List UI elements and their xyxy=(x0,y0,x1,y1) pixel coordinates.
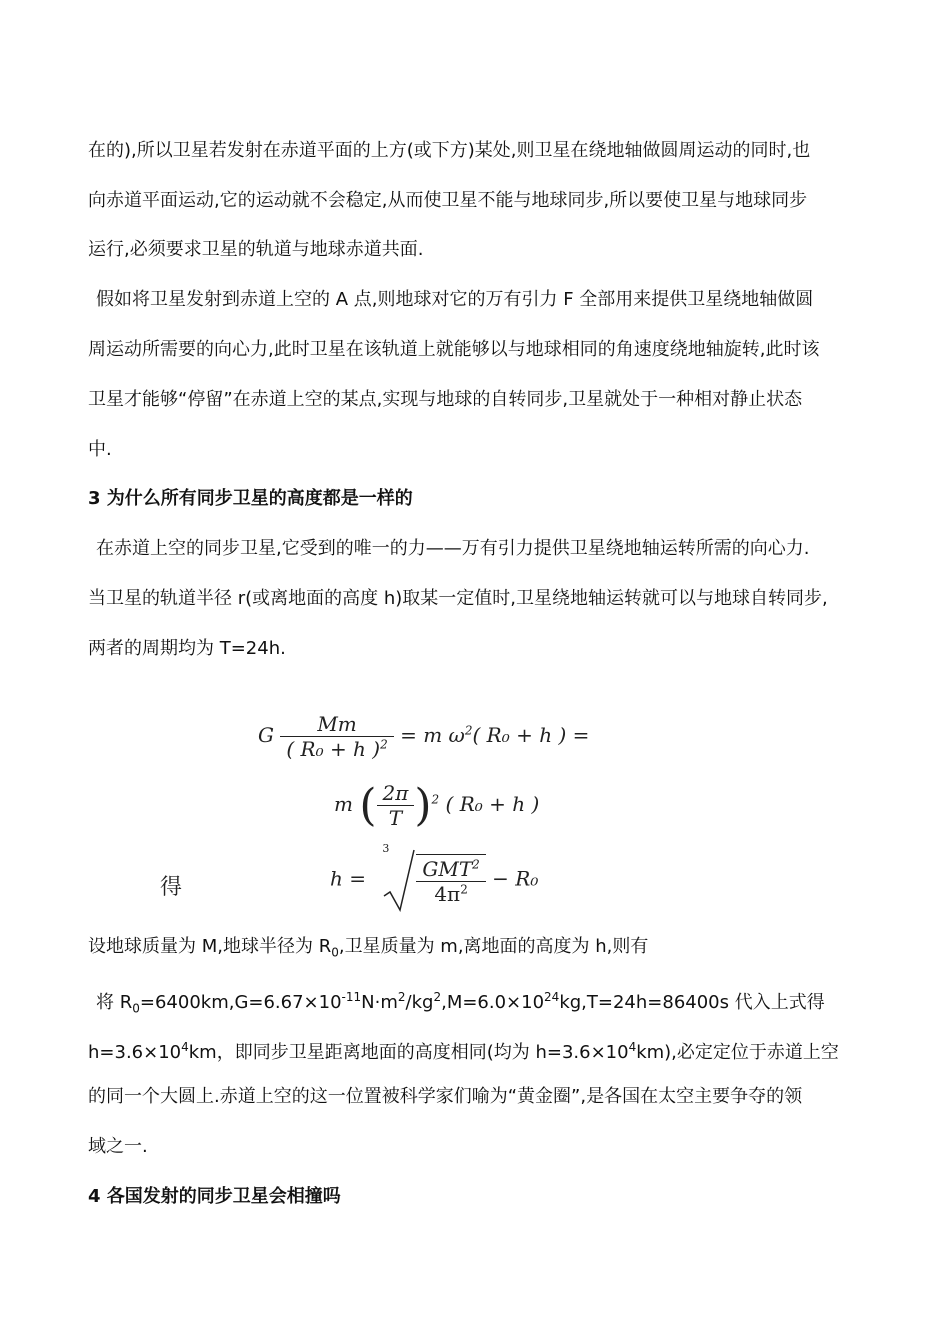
text-line: 在赤道上空的同步卫星,它受到的唯一的力——万有引力提供卫星绕地轴运转所需的向心力. xyxy=(96,538,810,559)
formula-denominator xyxy=(280,737,393,761)
formula-fraction-2 xyxy=(377,781,415,830)
superscript: 4 xyxy=(628,1040,637,1054)
text-line: 假如将卫星发射到赤道上空的 A 点,则地球对它的万有引力 F 全部用来提供卫星绕地轴做圆 xyxy=(96,289,814,310)
text-segment: km，即同步卫星距离地面的高度相同(均为 h=3.6×10 xyxy=(188,1042,629,1063)
formula-equals: = xyxy=(400,723,417,747)
text-line: 的同一个大圆上.赤道上空的这一位置被科学家们喻为“黄金圈”,是各国在太空主要争夺的领 xyxy=(88,1086,803,1107)
text-line: 中. xyxy=(88,439,112,460)
text-line: 向赤道平面运动,它的运动就不会稳定,从而使卫星不能与地球同步,所以要使卫星与地球同步 xyxy=(88,190,808,211)
text-segment: ,M=6.0×10 xyxy=(441,992,545,1013)
formula-left-bracket: ( xyxy=(359,780,377,831)
text-segment: ,卫星质量为 m,离地面的高度为 h,则有 xyxy=(338,936,649,957)
superscript: 24 xyxy=(544,990,560,1004)
text-line: 当卫星的轨道半径 r(或离地面的高度 h)取某一定值时,卫星绕地轴运转就可以与地球自转同步, xyxy=(88,588,828,609)
formula-exponent: 2 xyxy=(472,857,480,872)
text-line xyxy=(88,934,648,966)
formula-rhs: m ω xyxy=(423,723,465,747)
text-segment: /kg xyxy=(405,992,434,1013)
text-segment: 设地球质量为 M,地球半径为 R xyxy=(88,936,332,957)
formula-de: 得 xyxy=(160,875,183,900)
text-segment: h=3.6×10 xyxy=(88,1042,182,1063)
formula-den-text: ( R₀ + h ) xyxy=(286,737,381,761)
text-segment: =6400km,G=6.67×10 xyxy=(139,992,342,1013)
formula-tail: ( R₀ + h ) xyxy=(445,792,540,816)
section-heading-3: 3 为什么所有同步卫星的高度都是一样的 xyxy=(88,488,413,509)
radical-sign-icon xyxy=(382,848,416,912)
text-line: 在的),所以卫星若发射在赤道平面的上方(或下方)某处,则卫星在绕地轴做圆周运动的同时,也 xyxy=(88,140,811,161)
subscript: 0 xyxy=(331,945,339,960)
formula-line-1 xyxy=(258,712,589,761)
formula-fraction-1 xyxy=(280,712,393,761)
text-line xyxy=(96,984,825,1022)
text-segment: km),必定定位于赤道上空 xyxy=(636,1042,839,1063)
text-line: 卫星才能够“停留”在赤道上空的某点,实现与地球的自转同步,卫星就处于一种相对静止状态 xyxy=(88,389,803,410)
formula-right-bracket: ) xyxy=(414,780,432,831)
formula-exponent: 2 xyxy=(460,882,468,897)
formula-exponent: 2 xyxy=(380,737,388,752)
superscript: -11 xyxy=(341,990,362,1004)
formula-den-text: 4π xyxy=(434,882,461,906)
formula-h: h = xyxy=(330,866,366,891)
superscript: 2 xyxy=(397,990,406,1004)
text-line: 周运动所需要的向心力,此时卫星在该轨道上就能够以与地球相同的角速度绕地轴旋转,此时该 xyxy=(88,339,820,360)
formula-line-3 xyxy=(330,842,539,912)
formula-exponent: 2 xyxy=(464,723,473,738)
superscript: 2 xyxy=(433,990,442,1004)
text-segment: 将 R xyxy=(96,992,133,1013)
formula-exponent: 2 xyxy=(431,792,440,807)
subscript: 0 xyxy=(132,1001,140,1016)
formula-line-2 xyxy=(334,780,539,831)
formula-denominator xyxy=(416,882,485,906)
superscript: 4 xyxy=(181,1040,189,1054)
text-line: 域之一. xyxy=(88,1136,148,1157)
text-segment: N·m xyxy=(361,992,398,1013)
formula-numerator: 2π xyxy=(377,781,415,806)
formula-denominator: T xyxy=(388,806,403,830)
text-line xyxy=(88,1034,839,1066)
formula-minus-r0: − R₀ xyxy=(492,866,539,891)
formula-root-index: 3 xyxy=(382,842,390,855)
text-line: 运行,必须要求卫星的轨道与地球赤道共面. xyxy=(88,239,424,260)
formula-fraction-3 xyxy=(416,854,485,906)
formula-rhs-tail: ( R₀ + h ) = xyxy=(472,723,590,747)
section-heading-4: 4 各国发射的同步卫星会相撞吗 xyxy=(88,1186,341,1207)
text-segment: kg,T=24h=86400s 代入上式得 xyxy=(559,992,825,1013)
formula-g: G xyxy=(258,723,274,747)
text-line: 两者的周期均为 T=24h. xyxy=(88,638,286,659)
formula-numerator xyxy=(416,857,485,882)
formula-cube-root xyxy=(382,842,485,912)
formula-num-text: GMT xyxy=(422,857,473,881)
formula-numerator: Mm xyxy=(280,712,393,737)
formula-m: m xyxy=(334,792,353,816)
